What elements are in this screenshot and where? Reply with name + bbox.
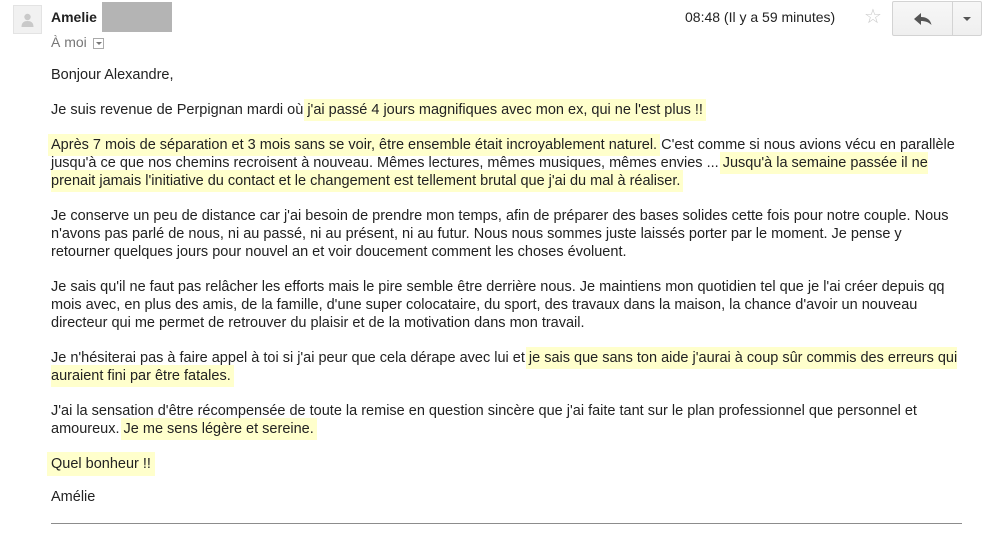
paragraph-7 — [51, 455, 961, 473]
message-timestamp: 08:48 (Il y a 59 minutes) — [685, 9, 836, 25]
highlighted-text: j'ai passé 4 jours magnifiques avec mon ex, qui ne l'est plus !! — [307, 102, 703, 118]
paragraph-2-text: C'est comme si nous avions vécu en parallèle jusqu'à ce que nos chemins recroisent à nouveau. Mêmes lectures, mêmes musiques, mêmes envies ... — [51, 137, 955, 171]
paragraph-3: Je conserve un peu de distance car j'ai besoin de prendre mon temps, afin de préparer des bases solides cette fois pour notre couple. Nous n'avons pas parlé de nous, ni au passé, ni au présent, ni au futur. Nous nous sommes juste laissés porter par le moment. Je pense y retourner quelques jours pour nouvel an et voir doucement comment les choses évoluent. — [51, 208, 949, 260]
reply-button[interactable] — [892, 1, 953, 36]
chevron-down-icon — [963, 17, 971, 21]
highlighted-text: Jusqu'à la semaine passée il ne prenait jamais l'initiative du contact et le changement est tellement brutal que j'ai du mal à réaliser. — [51, 155, 928, 189]
signature: Amélie — [51, 489, 96, 505]
greeting-text: Bonjour Alexandre, — [51, 67, 174, 83]
paragraph-4: Je sais qu'il ne faut pas relâcher les efforts mais le pire semble être derrière nous. Je maintiens mon quotidien tel que je l'ai créer depuis qq mois avec, en plus des amis, de la famille, d'une super colocataire, du sport, des travaux dans la maison, la chance d'avoir un nouveau directeur qui me permet de retrouver du plaisir et de la motivation dans mon travail. — [51, 279, 945, 331]
highlighted-text: je sais que sans ton aide j'aurai à coup sûr commis des erreurs qui auraient fini par être fatales. — [51, 350, 958, 384]
paragraph-6-text: J'ai la sensation d'être récompensée de toute la remise en question sincère que j'ai faite tant sur le plan professionnel que personnel et amoureux. — [51, 403, 917, 437]
message-divider — [51, 523, 962, 524]
sender-avatar[interactable] — [13, 5, 42, 34]
paragraph-6 — [51, 402, 961, 438]
more-options-button[interactable] — [953, 1, 982, 36]
paragraph-5-text: Je n'hésiterai pas à faire appel à toi si j'ai peur que cela dérape avec lui et — [51, 350, 529, 366]
paragraph-1-text: Je suis revenue de Perpignan mardi où — [51, 102, 308, 118]
reply-button-group — [892, 1, 982, 36]
paragraph-5 — [51, 349, 961, 385]
paragraph-2 — [51, 136, 961, 190]
recipient-line — [51, 34, 104, 50]
star-icon[interactable]: ☆ — [864, 6, 882, 28]
highlighted-text: Je me sens légère et sereine. — [123, 421, 314, 437]
paragraph-1 — [51, 101, 961, 119]
sender-name[interactable]: Amelie — [51, 9, 97, 25]
message-body — [51, 66, 961, 523]
greeting — [51, 66, 961, 84]
highlighted-text: Après 7 mois de séparation et 3 mois sans se voir, être ensemble était incroyablement naturel. — [51, 137, 658, 153]
reply-icon — [913, 12, 933, 26]
highlighted-text: Quel bonheur !! — [51, 456, 151, 472]
recipient-label: À moi — [51, 34, 87, 50]
recipient-details-dropdown[interactable] — [93, 38, 104, 49]
person-icon — [19, 11, 36, 28]
redacted-email — [102, 2, 172, 32]
